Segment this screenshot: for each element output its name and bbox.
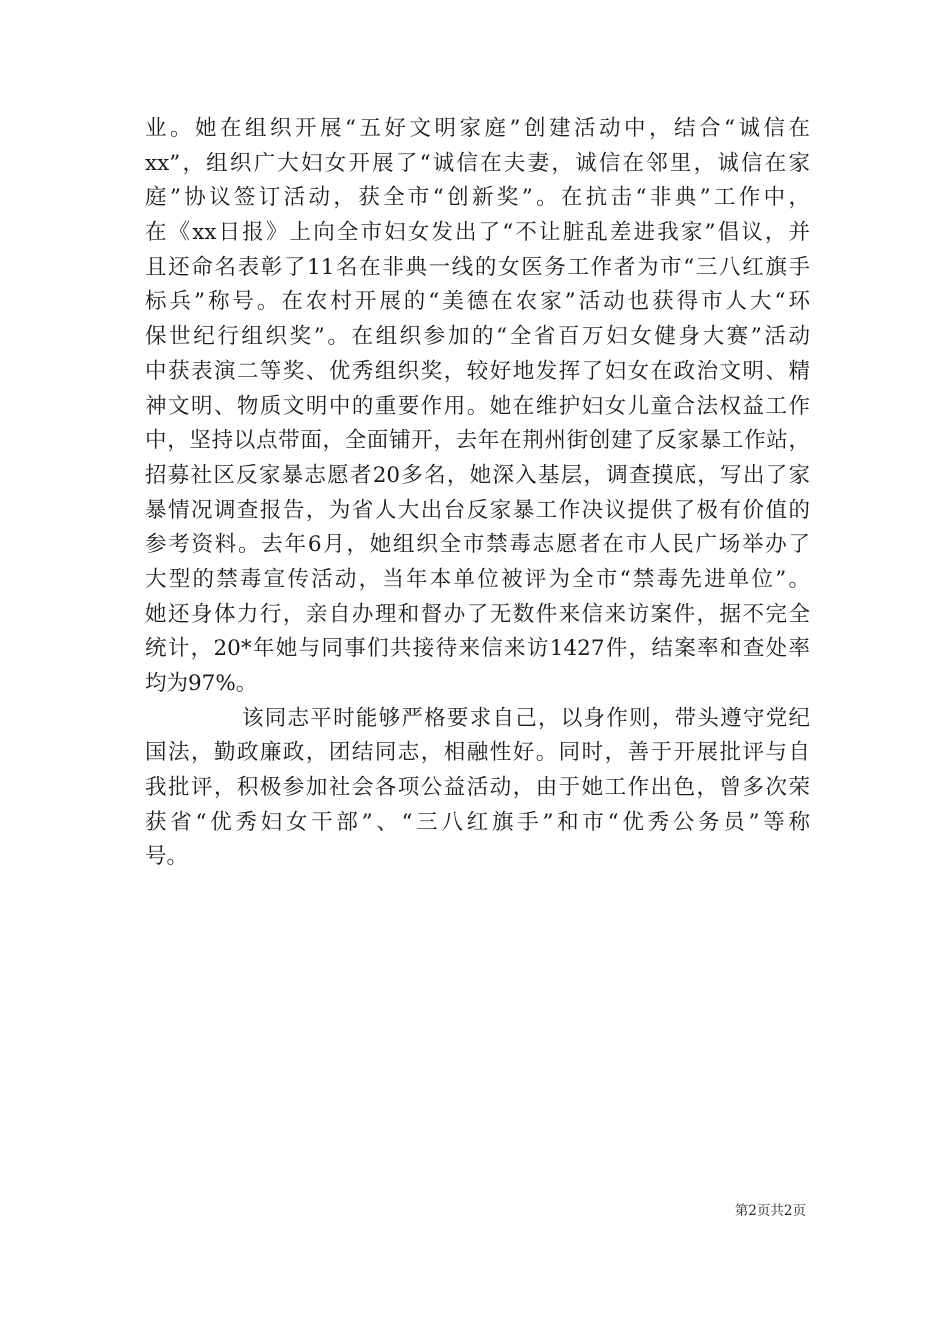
text-line: xx”，组织广大妇女开展了“诚信在夫妻，诚信在邻里，诚信在家 xyxy=(145,150,810,176)
text-line: 获省“优秀妇女干部”、“三八红旗手”和市“优秀公务员”等称 xyxy=(145,809,810,835)
text-line: 保世纪行组织奖”。在组织参加的“全省百万妇女健身大赛”活动 xyxy=(145,324,810,350)
text-line: 号。 xyxy=(145,844,189,870)
text-line: 该同志平时能够严格要求自己，以身作则，带头遵守党纪 xyxy=(242,705,810,731)
text-line: 中获表演二等奖、优秀组织奖，较好地发挥了妇女在政治文明、精 xyxy=(145,358,810,384)
paragraph-1 xyxy=(145,112,810,702)
text-line: 大型的禁毒宣传活动，当年本单位被评为全市“禁毒先进单位”。 xyxy=(145,566,810,592)
text-line: 我批评，积极参加社会各项公益活动，由于她工作出色，曾多次荣 xyxy=(145,775,810,801)
text-line: 神文明、物质文明中的重要作用。她在维护妇女儿童合法权益工作 xyxy=(145,393,810,419)
text-line: 且还命名表彰了11名在非典一线的女医务工作者为市“三八红旗手 xyxy=(145,254,810,280)
text-line: 业。她在组织开展“五好文明家庭”创建活动中，结合“诚信在 xyxy=(145,116,810,141)
text-line: 均为97%。 xyxy=(145,671,258,696)
text-line: 招募社区反家暴志愿者20多名，她深入基层，调查摸底，写出了家 xyxy=(145,462,810,488)
text-line: 中，坚持以点带面，全面铺开，去年在荆州街创建了反家暴工作站， xyxy=(145,428,810,454)
text-line: 在《xx日报》上向全市妇女发出了“不让脏乱差进我家”倡议，并 xyxy=(145,220,810,246)
text-line: 参考资料。去年6月，她组织全市禁毒志愿者在市人民广场举办了 xyxy=(145,532,810,558)
text-line: 标兵”称号。在农村开展的“美德在农家”活动也获得市人大“环 xyxy=(145,289,810,315)
text-line: 庭”协议签订活动，获全市“创新奖”。在抗击“非典”工作中， xyxy=(145,185,810,211)
text-line: 暴情况调查报告，为省人大出台反家暴工作决议提供了极有价值的 xyxy=(145,497,810,523)
paragraph-2 xyxy=(145,702,810,875)
body-text xyxy=(145,112,810,875)
text-line: 她还身体力行，亲自办理和督办了无数件来信来访案件，据不完全 xyxy=(145,601,810,627)
text-line: 国法，勤政廉政，团结同志，相融性好。同时，善于开展批评与自 xyxy=(145,740,810,766)
page-number: 第2页共2页 xyxy=(734,1203,806,1219)
text-line: 统计，20*年她与同事们共接待来信来访1427件，结案率和查处率 xyxy=(145,636,810,662)
